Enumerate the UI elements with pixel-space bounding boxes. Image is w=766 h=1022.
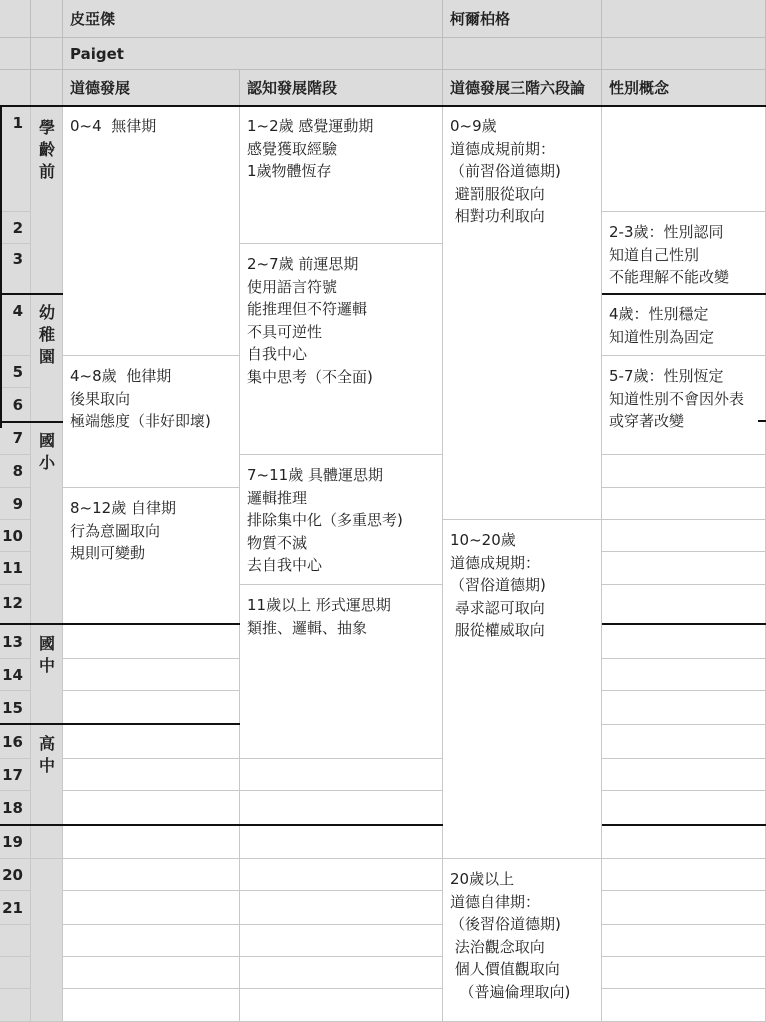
row-number[interactable]: 3 xyxy=(0,244,31,294)
row-number[interactable]: 4 xyxy=(0,294,31,356)
row-number[interactable]: 17 xyxy=(0,759,31,791)
group-border xyxy=(0,623,240,625)
empty-cell[interactable] xyxy=(63,725,240,759)
row-number[interactable]: 10 xyxy=(0,520,31,552)
kohlberg-preconventional[interactable]: 0~9歲 道德成規前期： （前習俗道德期) 避罰服從取向 相對功利取向 xyxy=(443,106,602,520)
row-number[interactable]: 8 xyxy=(0,455,31,488)
empty-cell[interactable] xyxy=(602,520,766,552)
row-number[interactable]: 12 xyxy=(0,585,31,625)
moral-stage-anomy[interactable]: 0~4 無律期 xyxy=(63,106,240,356)
empty-cell[interactable] xyxy=(602,691,766,725)
group-cell[interactable] xyxy=(31,859,63,1022)
gender-border xyxy=(602,824,766,826)
cognitive-sensorimotor[interactable]: 1~2歲 感覺運動期 感覺獲取經驗 1歲物體恆存 xyxy=(240,106,443,244)
header-blank[interactable] xyxy=(602,38,766,70)
empty-cell[interactable] xyxy=(602,725,766,759)
group-label-junior-high: 國 中 xyxy=(38,634,55,675)
header-blank[interactable] xyxy=(602,0,766,38)
header-cognitive[interactable]: 認知發展階段 xyxy=(240,70,443,106)
empty-cell[interactable] xyxy=(240,859,443,891)
row-number[interactable]: 14 xyxy=(0,659,31,691)
left-border xyxy=(0,105,2,428)
gender-border xyxy=(602,623,766,625)
header-blank xyxy=(31,0,63,38)
empty-cell[interactable] xyxy=(602,825,766,859)
group-label-elementary: 國 小 xyxy=(38,431,55,472)
cognitive-concrete-operational[interactable]: 7~11歲 具體運思期 邏輯推理 排除集中化（多重思考) 物質不滅 去自我中心 xyxy=(240,455,443,585)
group-cell[interactable] xyxy=(31,825,63,859)
row-number-blank[interactable] xyxy=(0,989,31,1022)
moral-stage-autonomy[interactable]: 8~12歲 自律期 行為意圖取向 規則可變動 xyxy=(63,488,240,625)
group-border xyxy=(0,421,63,423)
row-number[interactable]: 5 xyxy=(0,356,31,388)
empty-cell[interactable] xyxy=(602,659,766,691)
header-moral[interactable]: 道德發展 xyxy=(63,70,240,106)
corner-cell xyxy=(0,0,31,38)
empty-cell[interactable] xyxy=(602,106,766,212)
empty-cell[interactable] xyxy=(240,989,443,1022)
row-number[interactable]: 11 xyxy=(0,552,31,585)
header-blank[interactable] xyxy=(443,38,602,70)
gender-identity[interactable]: 2-3歲：性別認同 知道自己性別 不能理解不能改變 xyxy=(602,212,766,294)
cognitive-formal-operational[interactable]: 11歲以上 形式運思期 類推、邏輯、抽象 xyxy=(240,585,443,759)
edge-mark xyxy=(758,420,766,422)
kohlberg-conventional[interactable]: 10~20歲 道德成規期： （習俗道德期) 尋求認可取向 服從權威取向 xyxy=(443,520,602,859)
empty-cell[interactable] xyxy=(602,791,766,825)
empty-cell[interactable] xyxy=(602,625,766,659)
kohlberg-postconventional[interactable]: 20歲以上 道德自律期： （後習俗道德期) 法治觀念取向 個人價值觀取向 （普遍倫理取向) xyxy=(443,859,602,1022)
group-label-preschool: 學 齡 前 xyxy=(38,118,55,181)
empty-cell[interactable] xyxy=(63,957,240,989)
empty-cell[interactable] xyxy=(63,989,240,1022)
row-number[interactable]: 7 xyxy=(0,422,31,455)
header-blank xyxy=(31,70,63,106)
empty-cell[interactable] xyxy=(602,925,766,957)
row-number-blank[interactable] xyxy=(0,957,31,989)
empty-cell[interactable] xyxy=(602,488,766,520)
gender-constancy[interactable]: 5-7歲：性別恆定 知道性別不會因外表 或穿著改變 xyxy=(602,356,766,455)
empty-cell[interactable] xyxy=(602,759,766,791)
header-kohlberg[interactable]: 柯爾柏格 xyxy=(443,0,602,38)
empty-cell[interactable] xyxy=(63,659,240,691)
group-label-kindergarten: 幼 稚 園 xyxy=(38,303,55,366)
empty-cell[interactable] xyxy=(240,925,443,957)
empty-cell[interactable] xyxy=(602,859,766,891)
empty-cell[interactable] xyxy=(240,759,443,791)
empty-cell[interactable] xyxy=(602,455,766,488)
empty-cell[interactable] xyxy=(240,957,443,989)
row-number[interactable]: 2 xyxy=(0,212,31,244)
empty-cell[interactable] xyxy=(240,891,443,925)
group-label-senior-high: 高 中 xyxy=(38,734,55,775)
row-number[interactable]: 13 xyxy=(0,625,31,659)
empty-cell[interactable] xyxy=(602,989,766,1022)
empty-cell[interactable] xyxy=(63,825,240,859)
group-border xyxy=(0,824,443,826)
empty-cell[interactable] xyxy=(63,859,240,891)
gender-stability[interactable]: 4歲：性別穩定 知道性別為固定 xyxy=(602,294,766,356)
row-number[interactable]: 21 xyxy=(0,891,31,925)
header-blank xyxy=(31,38,63,70)
header-blank xyxy=(0,38,31,70)
header-piaget[interactable]: 皮亞傑 xyxy=(63,0,443,38)
empty-cell[interactable] xyxy=(63,925,240,957)
empty-cell[interactable] xyxy=(63,791,240,825)
header-kohlberg-stages[interactable]: 道德發展三階六段論 xyxy=(443,70,602,106)
empty-cell[interactable] xyxy=(63,625,240,659)
row-number[interactable]: 15 xyxy=(0,691,31,725)
cognitive-preoperational[interactable]: 2~7歲 前運思期 使用語言符號 能推理但不符邏輯 不具可逆性 自我中心 集中思考（不全面) xyxy=(240,244,443,455)
empty-cell[interactable] xyxy=(240,791,443,825)
gender-border xyxy=(602,293,766,295)
header-bottom-border xyxy=(0,105,766,107)
moral-stage-heteronomy[interactable]: 4~8歲 他律期 後果取向 極端態度（非好即壞) xyxy=(63,356,240,488)
row-number[interactable]: 9 xyxy=(0,488,31,520)
header-blank xyxy=(0,70,31,106)
header-gender[interactable]: 性別概念 xyxy=(602,70,766,106)
empty-cell[interactable] xyxy=(63,691,240,725)
row-number[interactable]: 18 xyxy=(0,791,31,825)
row-number[interactable]: 20 xyxy=(0,859,31,891)
group-border xyxy=(0,723,240,725)
empty-cell[interactable] xyxy=(602,891,766,925)
group-border xyxy=(0,293,63,295)
row-number[interactable]: 16 xyxy=(0,725,31,759)
row-number-blank[interactable] xyxy=(0,925,31,957)
empty-cell[interactable] xyxy=(63,891,240,925)
row-number[interactable]: 19 xyxy=(0,825,31,859)
row-number[interactable]: 6 xyxy=(0,388,31,422)
empty-cell[interactable] xyxy=(63,759,240,791)
empty-cell[interactable] xyxy=(602,957,766,989)
empty-cell[interactable] xyxy=(240,825,443,859)
empty-cell[interactable] xyxy=(602,552,766,585)
empty-cell[interactable] xyxy=(602,585,766,625)
row-number[interactable]: 1 xyxy=(0,106,31,212)
header-piaget-en[interactable]: Paiget xyxy=(63,38,443,70)
